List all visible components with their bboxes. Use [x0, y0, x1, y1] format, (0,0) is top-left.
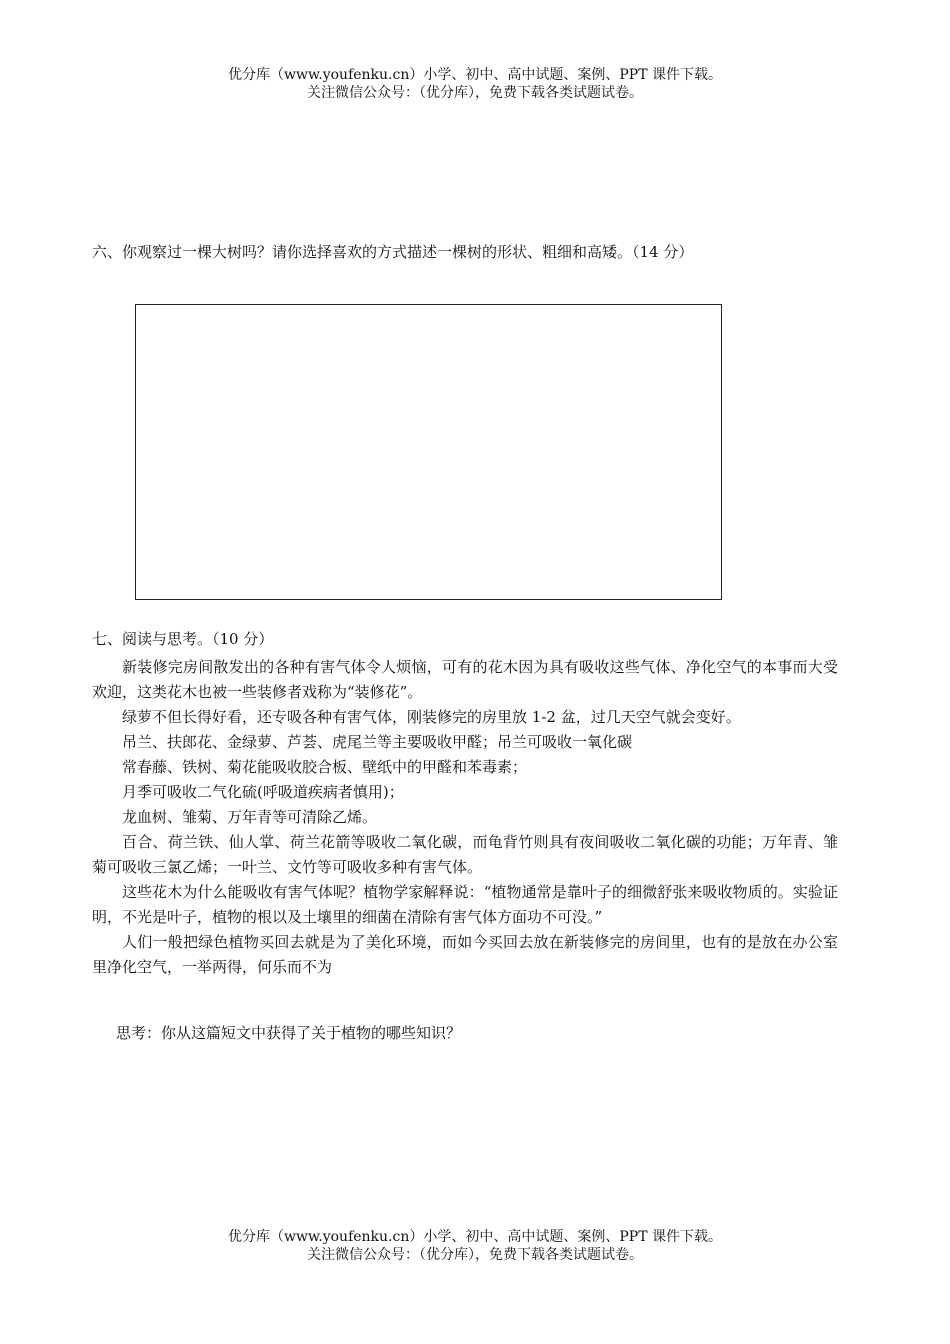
header-line-1: 优分库（www.youfenku.cn）小学、初中、高中试题、案例、PPT 课件下载。 [227, 67, 722, 83]
passage-paragraph: 龙血树、雏菊、万年青等可清除乙烯。 [122, 808, 378, 826]
passage-paragraph: 月季可吸收二气化硫(呼吸道疾病者慎用)； [122, 783, 404, 801]
answer-drawing-box[interactable] [135, 304, 722, 600]
question-6-text: 六、你观察过一棵大树吗？请你选择喜欢的方式描述一棵树的形状、粗细和高矮。（14 分） [92, 243, 694, 261]
question-7-title: 七、阅读与思考。（10 分） [92, 630, 274, 648]
page-footer [0, 1228, 950, 1264]
passage-paragraph: 百合、荷兰铁、仙人掌、荷兰花箭等吸收二氧化碳，而龟背竹则具有夜间吸收二氧化碳的功能；万年青、雏菊可吸收三氯乙烯；一叶兰、文竹等可吸收多种有害气体。 [92, 833, 838, 876]
passage-paragraph: 吊兰、扶郎花、金绿萝、芦荟、虎尾兰等主要吸收甲醛；吊兰可吸收一氧化碳 [122, 733, 633, 751]
page-header [0, 66, 950, 102]
passage-paragraph: 人们一般把绿色植物买回去就是为了美化环境，而如今买回去放在新装修完的房间里，也有的是放在办公室里净化空气，一举两得，何乐而不为 [92, 933, 838, 976]
thinking-question: 思考：你从这篇短文中获得了关于植物的哪些知识？ [116, 1024, 462, 1042]
passage-paragraph: 常春藤、铁树、菊花能吸收胶合板、壁纸中的甲醛和苯毒素； [122, 758, 528, 776]
footer-line-1: 优分库（www.youfenku.cn）小学、初中、高中试题、案例、PPT 课件下载。 [227, 1229, 722, 1245]
passage-paragraph: 绿萝不但长得好看，还专吸各种有害气体，刚装修完的房里放 1-2 盆，过几天空气就会变好。 [122, 708, 741, 726]
header-line-2: 关注微信公众号：（优分库），免费下载各类试题试卷。 [307, 85, 643, 101]
passage-paragraph: 这些花木为什么能吸收有害气体呢？植物学家解释说：“植物通常是靠叶子的细微舒张来吸收物质的。实验证明，不光是叶子，植物的根以及土壤里的细菌在清除有害气体方面功不可没。” [92, 883, 838, 926]
footer-line-2: 关注微信公众号：（优分库），免费下载各类试题试卷。 [307, 1247, 643, 1263]
passage-paragraph: 新装修完房间散发出的各种有害气体令人烦恼，可有的花木因为具有吸收这些气体、净化空气的本事而大受欢迎，这类花木也被一些装修者戏称为“装修花”。 [92, 658, 838, 701]
reading-passage [92, 655, 838, 980]
